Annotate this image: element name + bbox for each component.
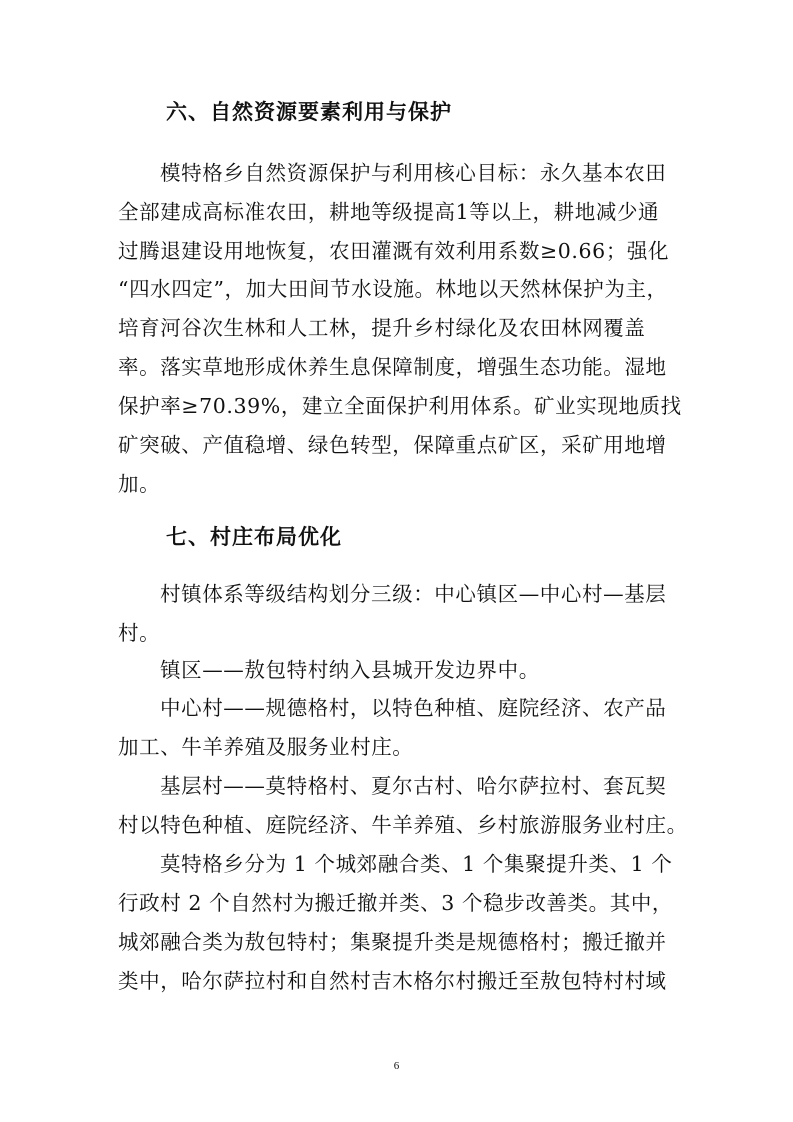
section-7-line: 镇区——敖包特村纳入县城开发边界中。 <box>160 658 540 682</box>
section-6-line: 率。落实草地形成休养生息保障制度，增强生态功能。湿地 <box>118 355 667 379</box>
section-7-line: 基层村——莫特格村、夏尔古村、哈尔萨拉村、套瓦契 <box>160 774 667 798</box>
section-7-line: 行政村 2 个自然村为搬迁撤并类、3 个稳步改善类。其中， <box>118 891 674 915</box>
section-6-line: 矿突破、产值稳增、绿色转型，保障重点矿区，采矿用地增 <box>118 433 667 457</box>
section-6-line: 培育河谷次生林和人工林，提升乡村绿化及农田林网覆盖 <box>118 316 646 340</box>
section-7-line: 村。 <box>118 621 161 645</box>
section-6-line: 过腾退建设用地恢复，农田灌溉有效利用系数≥0.66；强化 <box>118 239 670 263</box>
section-6-line: 模特格乡自然资源保护与利用核心目标：永久基本农田 <box>160 161 667 185</box>
section-7-line: 城郊融合类为敖包特村；集聚提升类是规德格村；搬迁撤并 <box>118 930 667 954</box>
section-7-heading: 七、村庄布局优化 <box>166 525 342 549</box>
section-7-line: 村以特色种植、庭院经济、牛羊养殖、乡村旅游服务业村庄。 <box>118 813 688 837</box>
section-6-line: 加。 <box>118 472 161 496</box>
section-6-line: “四水四定”，加大田间节水设施。林地以天然林保护为主， <box>118 277 668 301</box>
section-6-line: 全部建成高标准农田，耕地等级提高1等以上，耕地减少通 <box>118 200 660 224</box>
section-6-heading: 六、自然资源要素利用与保护 <box>166 100 452 124</box>
section-7-line: 莫特格乡分为 1 个城郊融合类、1 个集聚提升类、1 个 <box>160 852 673 876</box>
section-7-line: 村镇体系等级结构划分三级：中心镇区—中心村—基层 <box>160 582 667 606</box>
section-7-line: 加工、牛羊养殖及服务业村庄。 <box>118 735 414 759</box>
section-7-line: 中心村——规德格村，以特色种植、庭院经济、农产品 <box>160 696 667 720</box>
page-number: 6 <box>393 1060 400 1072</box>
section-7-line: 类中，哈尔萨拉村和自然村吉木格尔村搬迁至敖包特村村域 <box>118 969 667 993</box>
section-6-line: 保护率≥70.39%，建立全面保护利用体系。矿业实现地质找 <box>118 394 682 418</box>
